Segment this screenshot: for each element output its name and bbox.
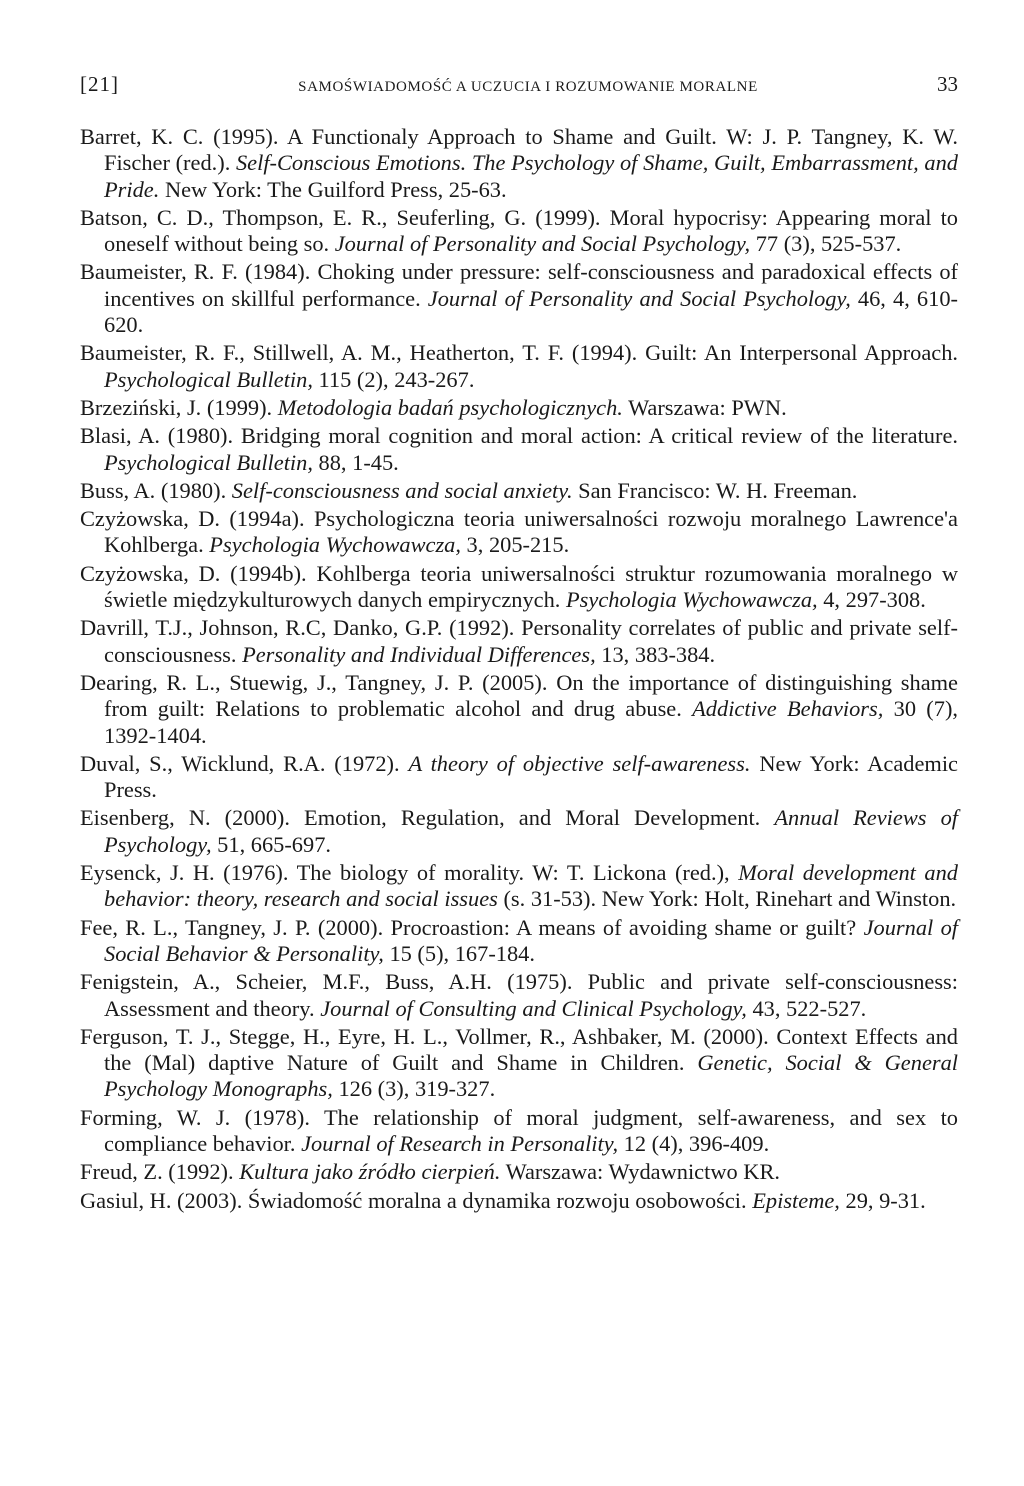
reference-details: 30 (7), 1392-1404. bbox=[104, 696, 959, 748]
reference-text: Fenigstein, A., Scheier, M.F., Buss, A.H. (1975). Public and private self-consciousness: Assessment and theory. bbox=[80, 969, 958, 1021]
reference-source: Journal of Social Behavior & Personality, bbox=[104, 914, 959, 966]
reference-source: Psychologia Wychowawcza, bbox=[209, 532, 461, 558]
reference-source: Self-Conscious Emotions. The Psychology of Shame, Guilt, Embarrassment, and Pride. bbox=[104, 150, 959, 202]
reference-details: 12 (4), 396-409. bbox=[618, 1130, 770, 1156]
reference-text: Czyżowska, D. (1994b). Kohlberga teoria uniwersalności struktur rozumowania moralnego w świetle międzykulturowych danych empirycznych. bbox=[80, 560, 958, 613]
reference-details: New York: The Guilford Press, 25-63. bbox=[159, 176, 507, 202]
reference-text: Baumeister, R. F. (1984). Choking under pressure: self-consciousness and paradoxical effects of incentives on skillful performance. bbox=[80, 259, 958, 311]
reference-source: Journal of Personality and Social Psychology, bbox=[334, 231, 751, 257]
reference-text: Brzeziński, J. (1999). bbox=[80, 394, 278, 420]
reference-text: Ferguson, T. J., Stegge, H., Eyre, H. L., Vollmer, R., Ashbaker, M. (2000). Context Effects and the (Mal) daptive Nature of Guilt and Shame in Children. bbox=[80, 1023, 958, 1076]
page-number: 33 bbox=[936, 72, 958, 96]
reference-source: A theory of objective self-awareness. bbox=[408, 750, 751, 776]
reference-details: San Francisco: W. H. Freeman. bbox=[572, 477, 858, 503]
reference-details: (s. 31-53). New York: Holt, Rinehart and Winston. bbox=[497, 886, 957, 912]
running-header bbox=[80, 72, 958, 102]
reference-entry bbox=[80, 561, 958, 614]
reference-details: 15 (5), 167-184. bbox=[383, 940, 535, 966]
reference-text: Dearing, R. L., Stuewig, J., Tangney, J. P. (2005). On the importance of distinguishing shame from guilt: Relations to problematic alcohol and drug abuse. bbox=[80, 669, 958, 722]
reference-details: 3, 205-215. bbox=[460, 532, 570, 558]
reference-text: Fee, R. L., Tangney, J. P. (2000). Procroastion: A means of avoiding shame or guilt? bbox=[80, 914, 864, 940]
reference-text: Eysenck, J. H. (1976). The biology of morality. W: T. Lickona (red.), bbox=[80, 860, 739, 886]
reference-entry bbox=[80, 670, 958, 749]
running-title: SAMOŚWIADOMOŚĆ A UCZUCIA I ROZUMOWANIE MORALNE bbox=[298, 79, 758, 95]
reference-text: Blasi, A. (1980). Bridging moral cognition and moral action: A critical review of the literature. bbox=[80, 423, 958, 449]
reference-details: 51, 665-697. bbox=[211, 831, 331, 857]
reference-source: Psychological Bulletin, bbox=[104, 366, 313, 392]
reference-entry bbox=[80, 860, 958, 913]
reference-entry bbox=[80, 1188, 958, 1214]
reference-entry bbox=[80, 1159, 958, 1185]
reference-entry bbox=[80, 615, 958, 668]
reference-text: Eisenberg, N. (2000). Emotion, Regulation, and Moral Development. bbox=[80, 805, 775, 831]
reference-details: 13, 383-384. bbox=[595, 641, 716, 667]
reference-source: Genetic, Social & General Psychology Monographs, bbox=[104, 1050, 959, 1102]
reference-details: 126 (3), 319-327. bbox=[332, 1076, 496, 1102]
reference-text: Barret, K. C. (1995). A Functionaly Approach to Shame and Guilt. W: J. P. Tangney, K. W. Fischer (red.). bbox=[80, 124, 958, 176]
reference-details: Warszawa: PWN. bbox=[622, 394, 787, 420]
reference-source: Kultura jako źródło cierpień. bbox=[239, 1159, 501, 1185]
reference-source: Journal of Research in Personality, bbox=[301, 1130, 619, 1156]
reference-entry bbox=[80, 259, 958, 338]
reference-text: Gasiul, H. (2003). Świadomość moralna a dynamika rozwoju osobowości. bbox=[80, 1187, 753, 1213]
reference-entry bbox=[80, 423, 958, 476]
reference-entry bbox=[80, 805, 958, 858]
reference-source: Self-consciousness and social anxiety. bbox=[231, 477, 573, 503]
reference-entry bbox=[80, 395, 958, 421]
reference-entry bbox=[80, 751, 958, 804]
reference-entry bbox=[80, 340, 958, 393]
reference-entry bbox=[80, 1024, 958, 1103]
reference-details: 77 (3), 525-537. bbox=[750, 231, 902, 257]
reference-entry bbox=[80, 478, 958, 504]
reference-source: Metodologia badań psychologicznych. bbox=[277, 394, 623, 420]
reference-source: Episteme, bbox=[752, 1187, 840, 1213]
reference-source: Journal of Consulting and Clinical Psychology, bbox=[320, 995, 747, 1021]
reference-details: Warszawa: Wydawnictwo KR. bbox=[500, 1159, 780, 1185]
reference-source: Annual Reviews of Psychology, bbox=[104, 805, 958, 857]
reference-details: 88, 1-45. bbox=[312, 449, 399, 475]
reference-entry bbox=[80, 1105, 958, 1158]
reference-details: 46, 4, 610-620. bbox=[104, 285, 958, 338]
reference-details: 115 (2), 243-267. bbox=[312, 366, 475, 392]
reference-details: 29, 9-31. bbox=[839, 1187, 926, 1213]
reference-text: Buss, A. (1980). bbox=[80, 477, 232, 503]
reference-entry bbox=[80, 124, 958, 203]
reference-list bbox=[80, 124, 958, 1216]
reference-text: Freud, Z. (1992). bbox=[80, 1159, 240, 1185]
reference-source: Personality and Individual Differences, bbox=[242, 641, 596, 667]
reference-source: Addictive Behaviors, bbox=[692, 696, 884, 722]
reference-details: New York: Academic Press. bbox=[104, 750, 958, 803]
reference-source: Psychological Bulletin, bbox=[104, 449, 313, 475]
reference-source: Moral development and behavior: theory, research and social issues bbox=[104, 860, 958, 912]
page-reference: [21] bbox=[80, 72, 119, 96]
reference-details: 4, 297-308. bbox=[817, 587, 926, 613]
reference-source: Journal of Personality and Social Psychology, bbox=[427, 285, 851, 311]
reference-entry bbox=[80, 915, 958, 968]
reference-source: Psychologia Wychowawcza, bbox=[565, 587, 818, 613]
reference-entry bbox=[80, 969, 958, 1022]
reference-details: 43, 522-527. bbox=[746, 995, 867, 1021]
reference-text: Baumeister, R. F., Stillwell, A. M., Heatherton, T. F. (1994). Guilt: An Interpersonal Approach. bbox=[80, 340, 958, 366]
reference-entry bbox=[80, 205, 958, 258]
reference-text: Batson, C. D., Thompson, E. R., Seuferling, G. (1999). Moral hypocrisy: Appearing moral to oneself without being so. bbox=[80, 204, 958, 257]
reference-text: Czyżowska, D. (1994a). Psychologiczna teoria uniwersalności rozwoju moralnego Lawrence'a Kohlberga. bbox=[80, 506, 958, 558]
reference-text: Davrill, T.J., Johnson, R.C, Danko, G.P. (1992). Personality correlates of public and private self-consciousness. bbox=[80, 615, 958, 667]
reference-text: Duval, S., Wicklund, R.A. (1972). bbox=[80, 750, 409, 776]
reference-text: Forming, W. J. (1978). The relationship of moral judgment, self-awareness, and sex to compliance behavior. bbox=[80, 1104, 958, 1156]
reference-entry bbox=[80, 506, 958, 559]
